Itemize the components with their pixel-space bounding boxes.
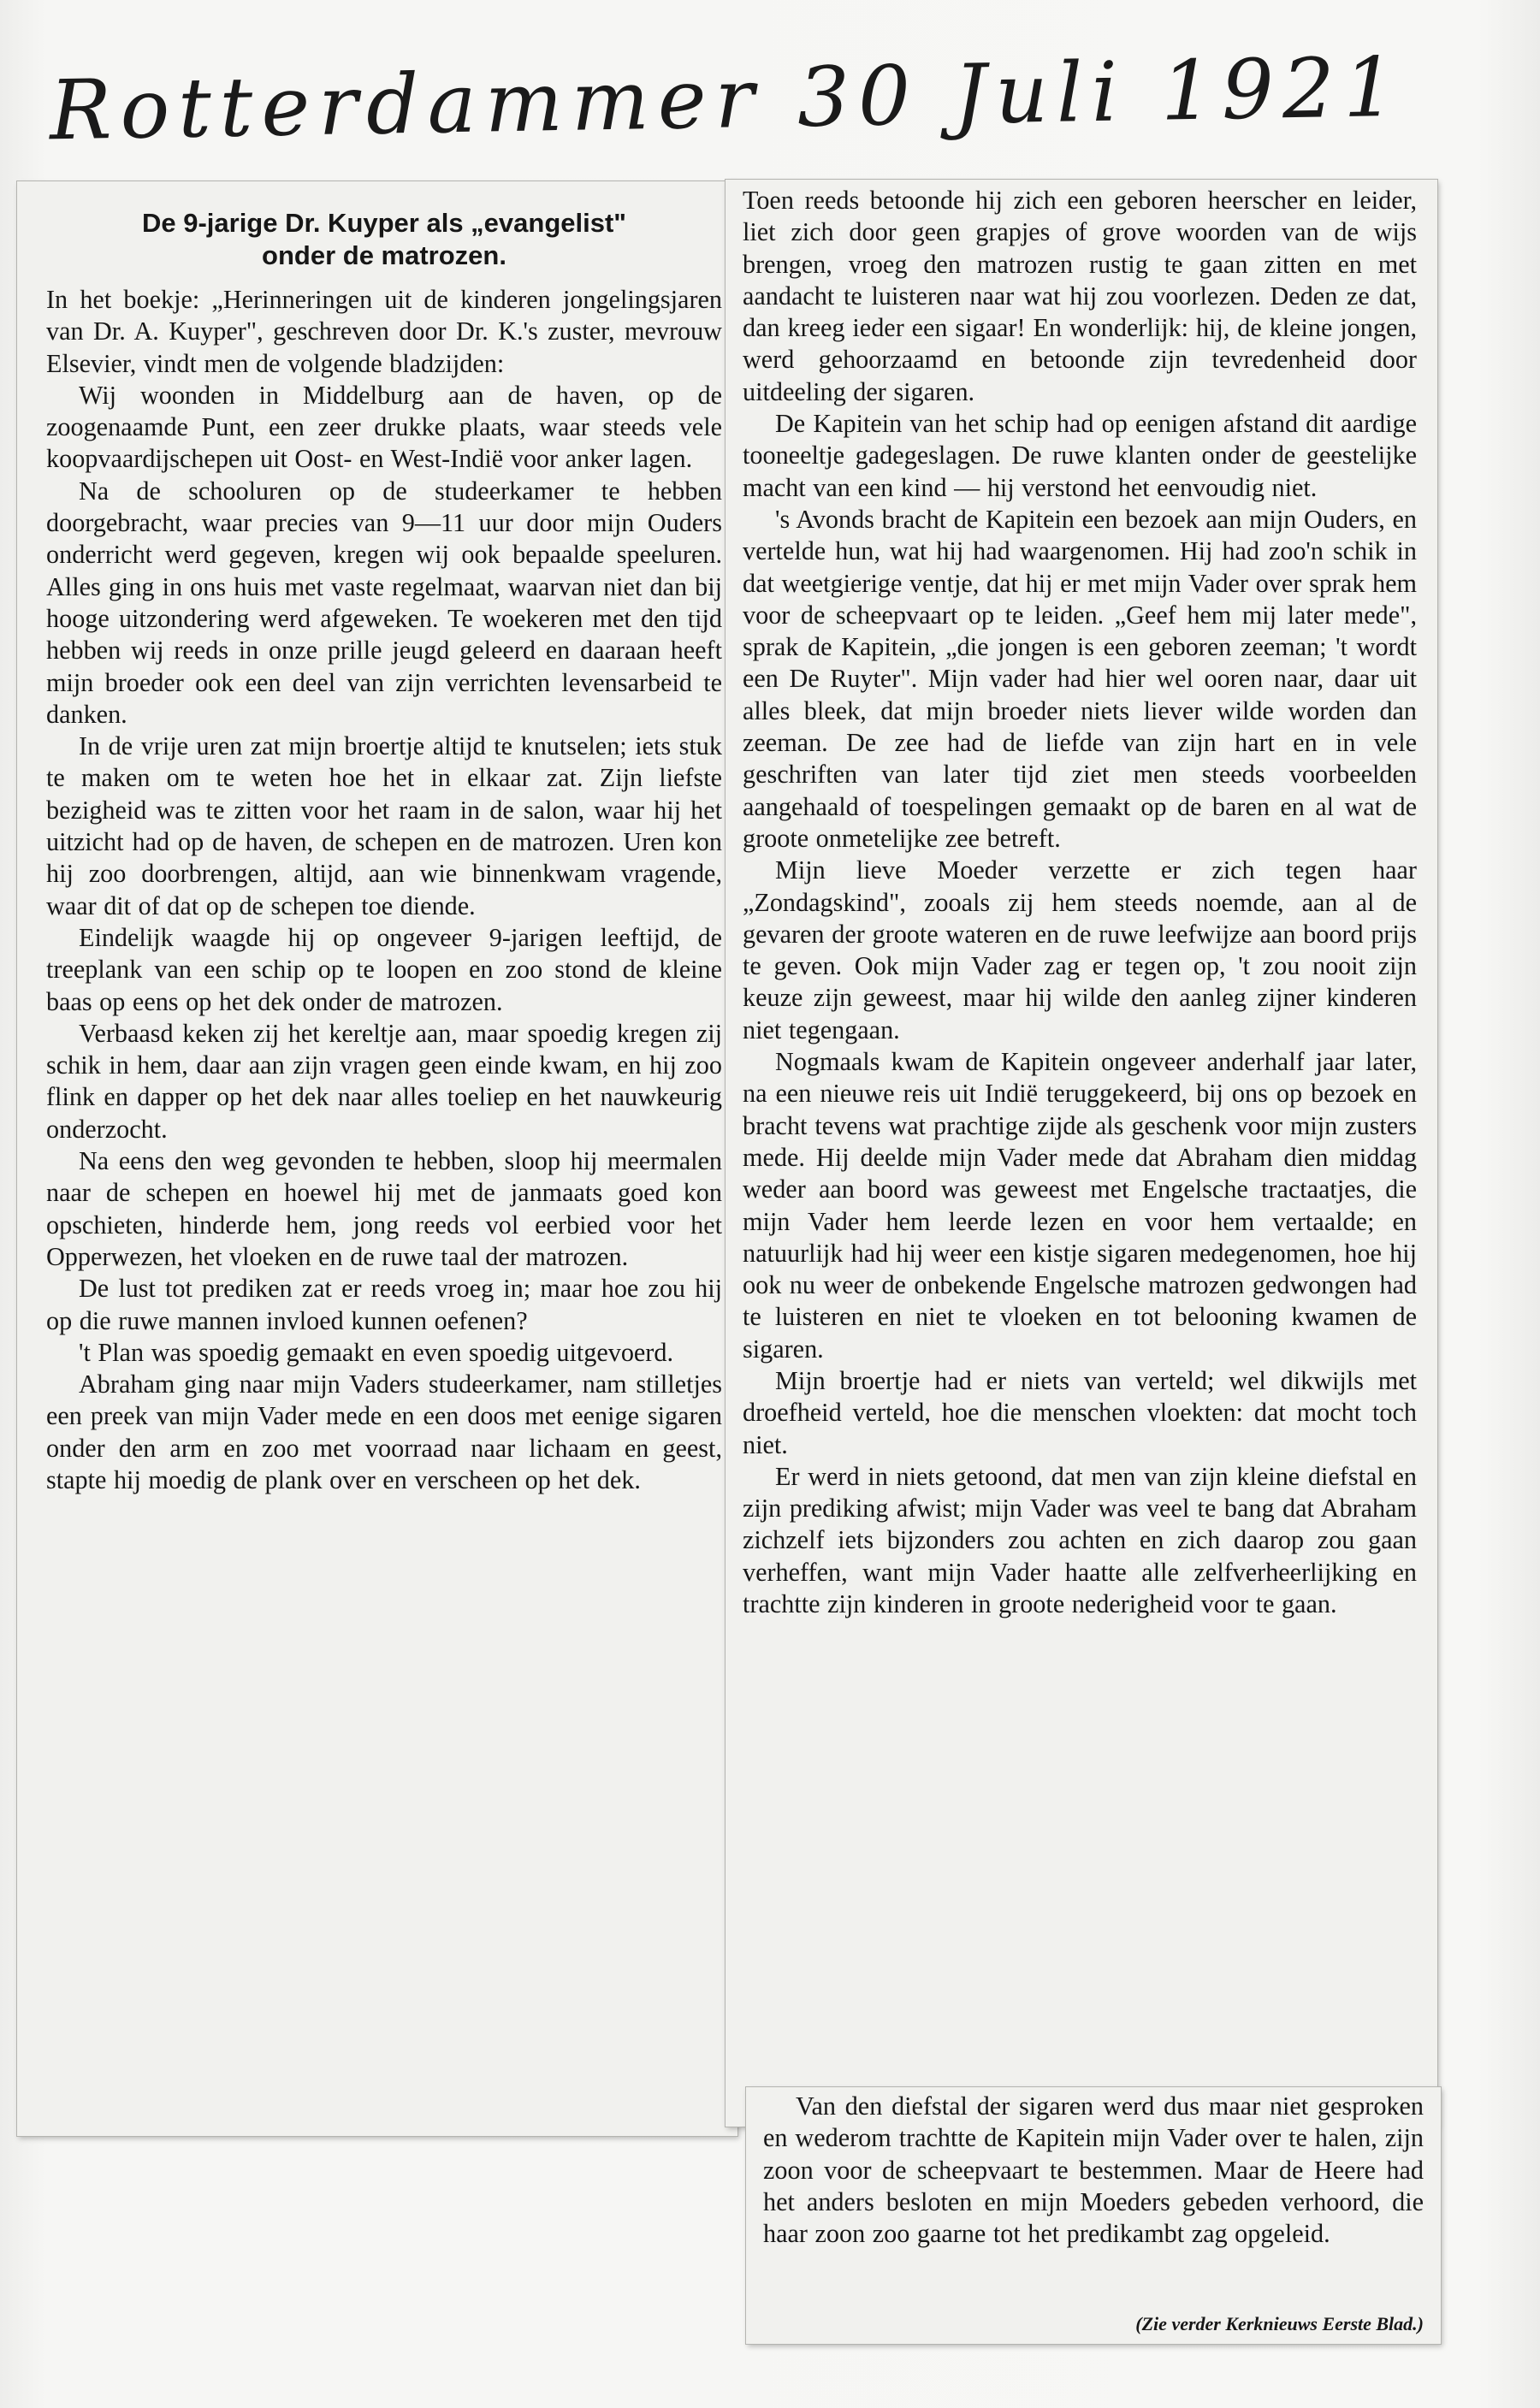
right-column-text xyxy=(743,185,1417,1620)
paragraph: Van den diefstal der sigaren werd dus maar niet gesproken en wederom trachtte de Kapitein mijn Vader over te halen, zijn zoon voor de scheepvaart te bestemmen. Maar de Heere had het anders besloten en mijn Moeders gebeden verhoord, die haar zoon zoo gaarne tot het predikambt zag opgeleid. xyxy=(763,2091,1424,2249)
paragraph: Mijn lieve Moeder verzette er zich tegen haar „Zondagskind", zooals zij hem steeds noemde, aan al de gevaren der groote wateren en de ruwe leefwijze aan boord prijs te geven. Ook mijn Vader zag er tegen op, 't zou nooit zijn keuze zijn geweest, maar hij wilde den aanleg zijner kinderen niet tegengaan. xyxy=(743,855,1417,1044)
paragraph: In het boekje: „Herinneringen uit de kinderen jongelingsjaren van Dr. A. Kuyper", geschreven door Dr. K.'s zuster, mevrouw Elsevier, vindt men de volgende bladzijden: xyxy=(46,285,722,378)
paragraph: Verbaasd keken zij het kereltje aan, maar spoedig kregen zij schik in hem, daar aan zijn vragen geen einde kwam, en hij zoo flink en dapper op het dek naar alles toeliep en het nauwkeurig onderzocht. xyxy=(46,1018,722,1144)
clipping-right-column xyxy=(726,180,1437,2127)
paragraph: 't Plan was spoedig gemaakt en even spoedig uitgevoerd. xyxy=(79,1337,674,1367)
handwritten-source-note: Rotterdammer 30 Juli 1921 xyxy=(49,38,1405,159)
right-continuation-text xyxy=(763,2091,1424,2250)
paragraph: Eindelijk waagde hij op ongeveer 9-jarigen leeftijd, de treeplank van een schip op te loopen en zoo stond de kleine baas op eens op het dek onder de matrozen. xyxy=(46,922,722,1016)
paragraph: Abraham ging naar mijn Vaders studeerkamer, nam stilletjes een preek van mijn Vader mede en een doos met eenige sigaren onder den arm en zoo met voorraad naar lichaam en geest, stapte hij moedig de plank over en verscheen op het dek. xyxy=(46,1370,722,1494)
paragraph: Na de schooluren op de studeerkamer te hebben doorgebracht, waar precies van 9—11 uur door mijn Ouders onderricht werd gegeven, kregen wij ook bepaalde speeluren. Alles ging in ons huis met vaste regelmaat, waarvan niet dan bij hooge uitzondering werd afgeweken. Te woekeren met den tijd hebben wij reeds in onze prille jeugd geleerd en daaraan heeft mijn broeder ook een deel van zijn verrichten levensarbeid te danken. xyxy=(46,476,722,729)
clipping-right-continuation xyxy=(746,2087,1441,2344)
paragraph: Nogmaals kwam de Kapitein ongeveer anderhalf jaar later, na een nieuwe reis uit Indië teruggekeerd, bij ons op bezoek en bracht tevens wat prachtige zijde als geschenk voor mijn zusters mede. Hij deelde mijn Vader mede dat Abraham dien middag weder aan boord was geweest met Engelsche tractaatjes, die mijn Vader hem leerde lezen en voor hem vertaalde; en natuurlijk had hij weer een kistje sigaren medegenomen, hoe hij ook nu weer de onbekende Engelsche matrozen gedwongen had te luisteren en niet te vloeken en tot belooning kwamen de sigaren. xyxy=(743,1047,1417,1364)
footnote-reference: (Zie verder Kerknieuws Eerste Blad.) xyxy=(1135,2313,1424,2334)
paragraph: 's Avonds bracht de Kapitein een bezoek aan mijn Ouders, en vertelde hun, wat hij had waargenomen. Hij had zoo'n schik in dat weetgierige ventje, dat hij er met mijn Vader over sprak hem voor de scheepvaart op te leiden. „Geef hem mij later mede", sprak de Kapitein, „die jongen is een geboren zeeman; 't wordt een De Ruyter". Mijn vader had hier wel ooren naar, daar uit alles bleek, dat mijn broeder niets liever wilde worden dan zeeman. De zee had de liefde van zijn hart en in vele geschriften van later tijd ziet men steeds voorbeelden aangehaald of toespelingen gemaakt op de baren en al wat de groote onmetelijke zee betreft. xyxy=(743,504,1417,853)
clipping-left-column xyxy=(17,181,737,2136)
paragraph: Wij woonden in Middelburg aan de haven, op de zoogenaamde Punt, een zeer drukke plaats, waar steeds vele koopvaardijschepen uit Oost- en West-Indië voor anker lagen. xyxy=(46,380,722,474)
paragraph: Er werd in niets getoond, dat men van zijn kleine diefstal en zijn prediking afwist; mijn Vader was veel te bang dat Abraham zichzelf iets bijzonders zou achten en zich daarop zou gaan verheffen, want mijn Vader haatte alle zelfverheerlijking en trachtte zijn kinderen in groote nederigheid voor te gaan. xyxy=(743,1461,1417,1619)
paragraph: Mijn broertje had er niets van verteld; wel dikwijls met droefheid verteld, hoe die menschen vloekten: dat mocht toch niet. xyxy=(743,1365,1417,1459)
paragraph: In de vrije uren zat mijn broertje altijd te knutselen; iets stuk te maken om te weten hoe het in elkaar zat. Zijn liefste bezigheid was te zitten voor het raam in de salon, waar hij het uitzicht had op de haven, de schepen en de matrozen. Uren kon hij zoo doorbrengen, altijd, aan wie binnenkwam vragende, waar dit of dat op de schepen toe diende. xyxy=(46,731,722,920)
paragraph: Na eens den weg gevonden te hebben, sloop hij meermalen naar de schepen en hoewel hij met de janmaats goed kon opschieten, hinderde hem, jong reeds vol eerbied voor het Opperwezen, het vloeken en de ruwe taal der matrozen. xyxy=(46,1146,722,1271)
left-column-text xyxy=(46,284,722,1496)
paragraph: Toen reeds betoonde hij zich een geboren heerscher en leider, liet zich door geen grapjes of grove woorden van de wijs brengen, vroeg den matrozen rustig te gaan zitten en met aandacht te luisteren naar wat hij zou voorlezen. Deden ze dat, dan kreeg ieder een sigaar! En wonderlijk: hij, de kleine jongen, werd gehoorzaamd en betoonde zijn tevredenheid door uitdeeling der sigaren. xyxy=(743,186,1417,406)
headline-line-2: onder de matrozen. xyxy=(262,240,506,270)
article-headline xyxy=(46,207,722,272)
paragraph: De Kapitein van het schip had op eenigen afstand dit aardige tooneeltje gadegeslagen. De ruwe klanten onder de geestelijke macht van een kind — hij verstond het eenvoudig niet. xyxy=(743,409,1417,502)
paragraph: De lust tot prediken zat er reeds vroeg in; maar hoe zou hij op die ruwe mannen invloed kunnen oefenen? xyxy=(46,1274,722,1335)
headline-line-1: De 9-jarige Dr. Kuyper als „evangelist" xyxy=(141,208,627,238)
